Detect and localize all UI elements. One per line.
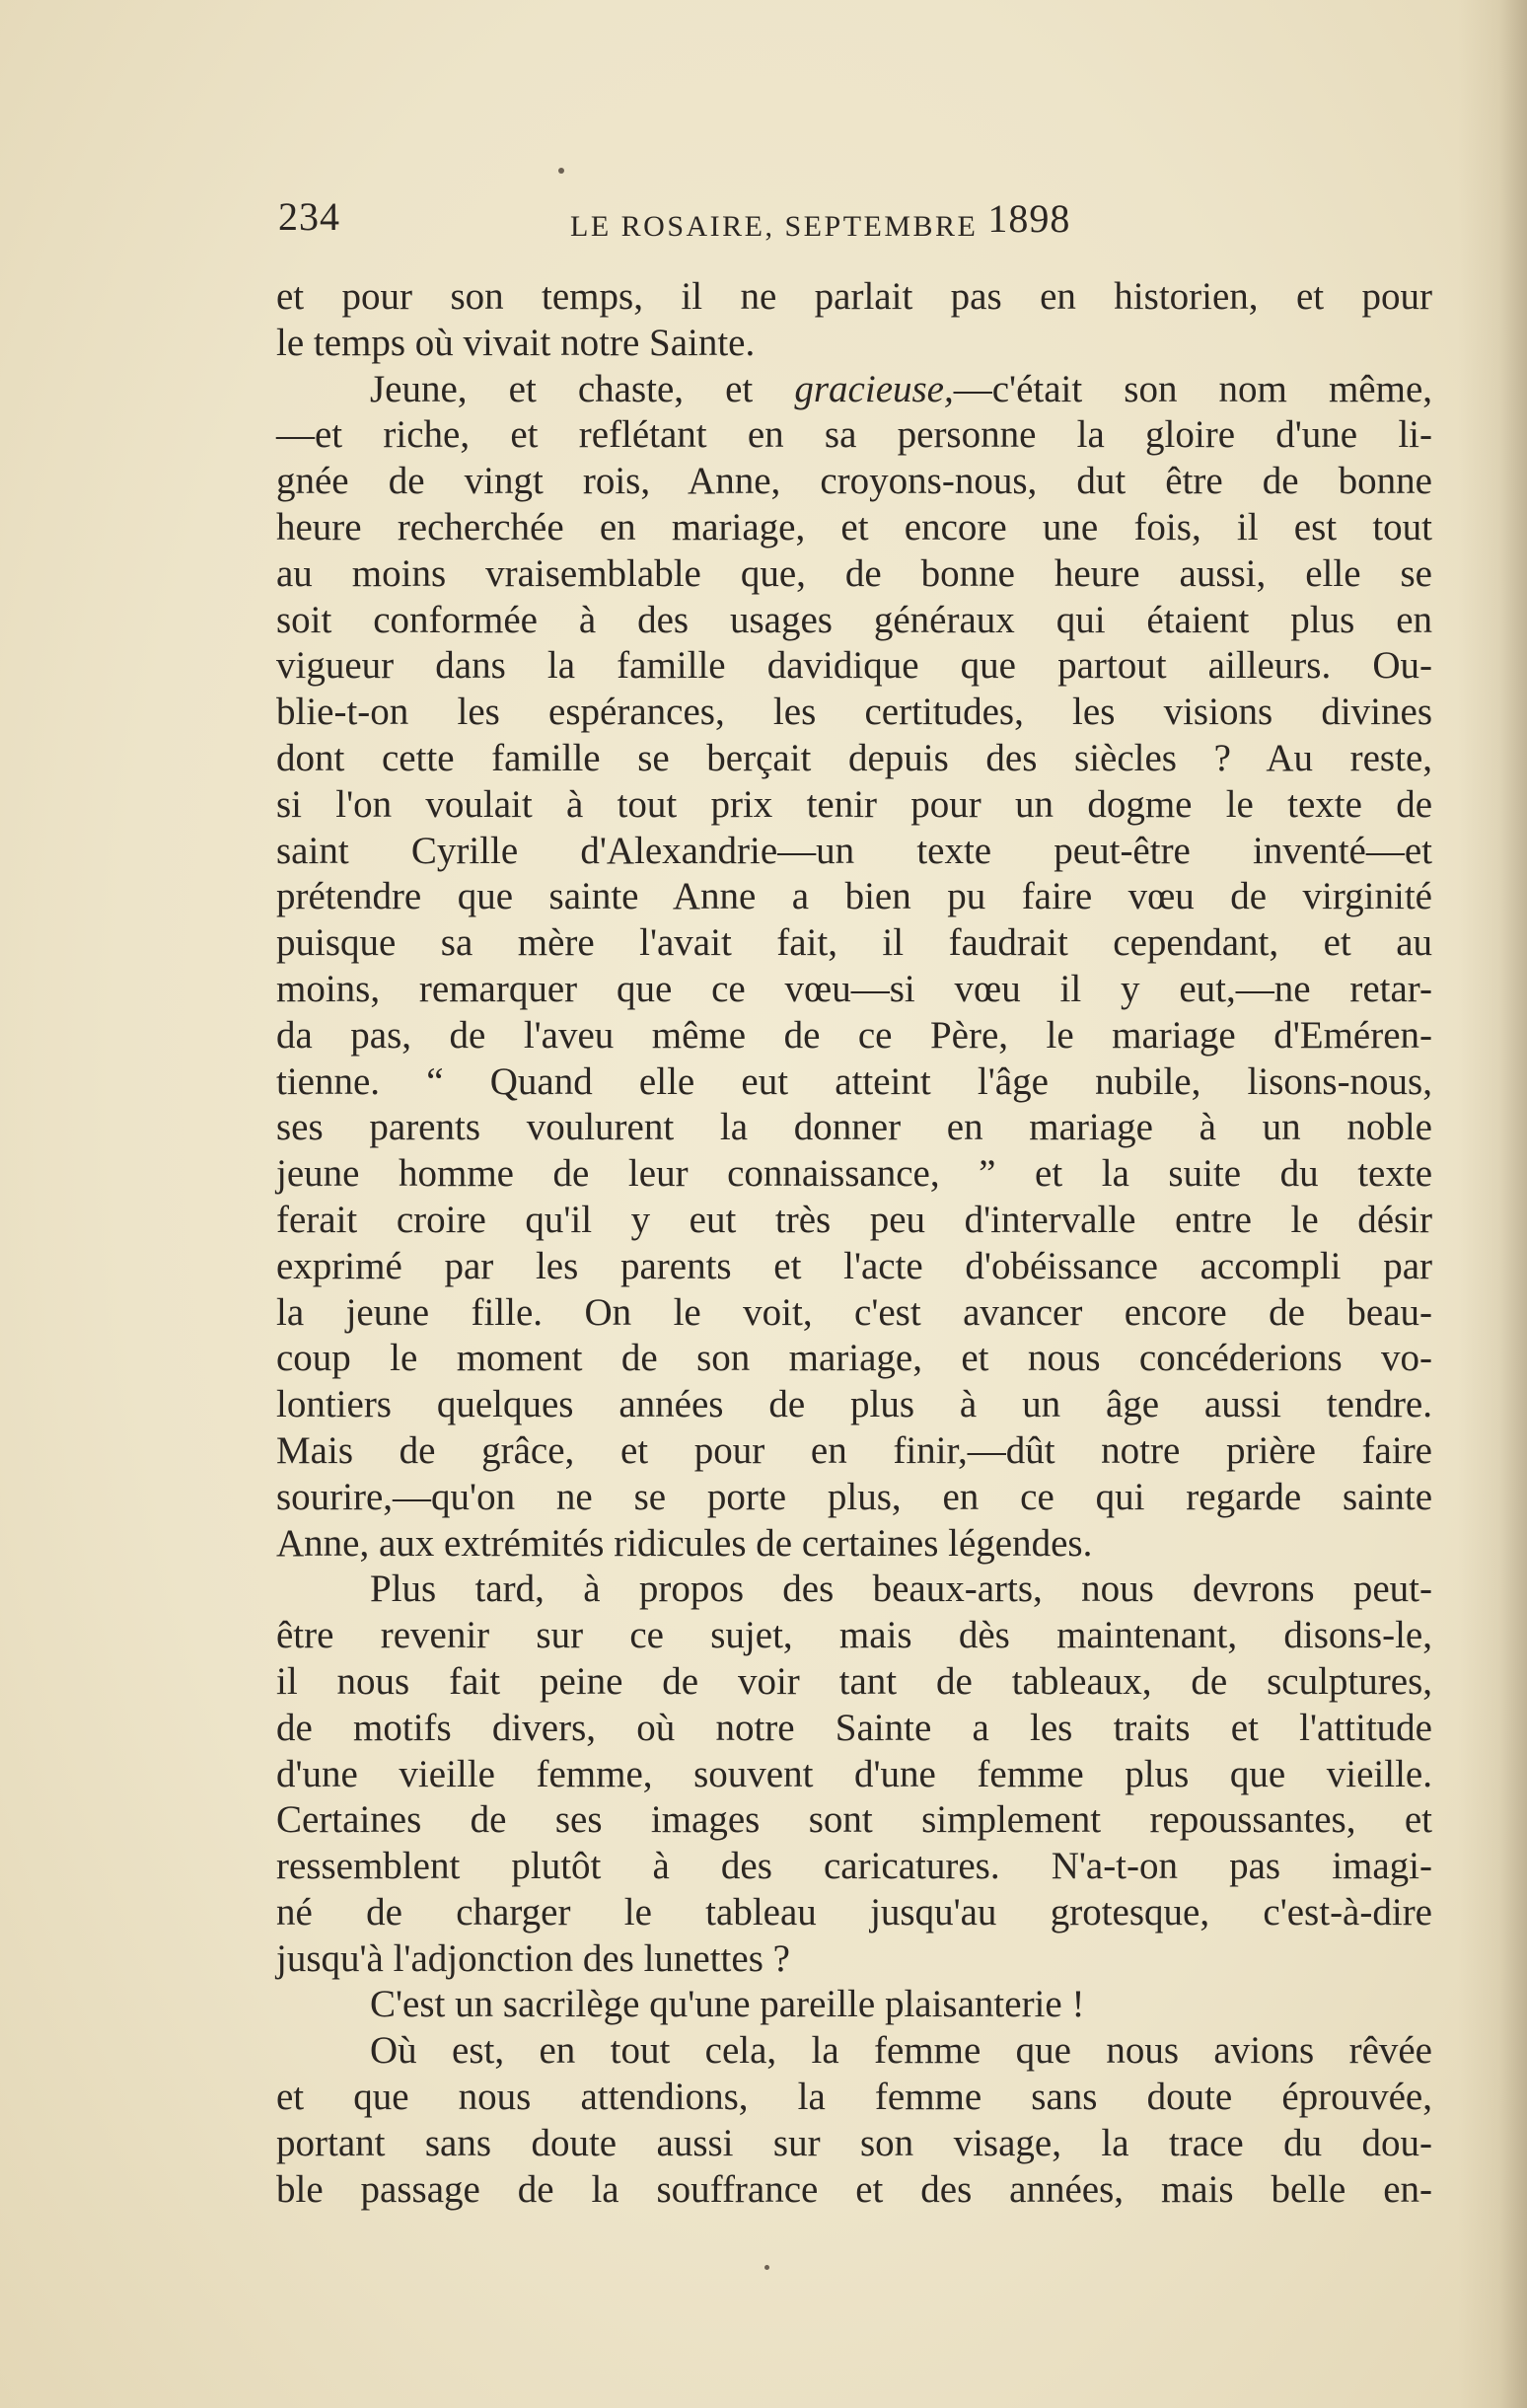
text-line: ressemblent plutôt à des caricatures. N'a-t-on pas imagi-: [276, 1845, 1432, 1888]
text-line: exprimé par les parents et l'acte d'obéissance accompli par: [276, 1244, 1432, 1287]
text-line: Anne, aux extrémités ridicules de certaines légendes.: [276, 1521, 1093, 1565]
text-line: lontiers quelques années de plus à un âge aussi tendre.: [276, 1383, 1432, 1426]
italic-word: gracieuse,: [794, 367, 954, 410]
text-line: gnée de vingt rois, Anne, croyons-nous, dut être de bonne: [276, 460, 1432, 503]
text-line: Où est, en tout cela, la femme que nous avions rêvée: [370, 2029, 1432, 2073]
text-line: et que nous attendions, la femme sans doute éprouvée,: [276, 2076, 1432, 2119]
text-line: Plus tard, à propos des beaux-arts, nous devrons peut-: [370, 1568, 1432, 1611]
text-line: da pas, de l'aveu même de ce Père, le mariage d'Eméren-: [276, 1013, 1432, 1057]
text-fragment: Jeune, et chaste, et: [370, 367, 754, 410]
text-line: sourire,—qu'on ne se porte plus, en ce qui regarde sainte: [276, 1475, 1432, 1518]
text-line: saint Cyrille d'Alexandrie—un texte peut-être inventé—et: [276, 829, 1432, 872]
running-title: [570, 196, 1071, 246]
text-line: portant sans doute aussi sur son visage, la trace du dou-: [276, 2121, 1432, 2164]
text-line: la jeune fille. On le voit, c'est avancer encore de beau-: [276, 1290, 1432, 1334]
text-line: heure recherchée en mariage, et encore une fois, il est tout: [276, 505, 1432, 548]
page-number: 234: [278, 194, 340, 239]
text-line: être revenir sur ce sujet, mais dès maintenant, disons-le,: [276, 1614, 1432, 1657]
text-line: le temps où vivait notre Sainte.: [276, 321, 756, 364]
text-line: jusqu'à l'adjonction des lunettes ?: [276, 1936, 790, 1980]
text-line: au moins vraisemblable que, de bonne heure aussi, elle se: [276, 551, 1432, 595]
page-edge-shadow: [1458, 0, 1527, 2408]
text-line: et pour son temps, il ne parlait pas en historien, et pour: [276, 275, 1432, 318]
text-line: soit conformée à des usages généraux qui étaient plus en: [276, 598, 1432, 641]
text-line: tienne. “ Quand elle eut atteint l'âge nubile, lisons-nous,: [276, 1059, 1432, 1103]
text-line: né de charger le tableau jusqu'au grotesque, c'est-à-dire: [276, 1890, 1432, 1934]
text-line: coup le moment de son mariage, et nous concéderions vo-: [276, 1337, 1432, 1380]
text-line: de motifs divers, où notre Sainte a les traits et l'attitude: [276, 1706, 1432, 1749]
text-line: jeune homme de leur connaissance, ” et la suite du texte: [276, 1152, 1432, 1196]
print-speck: [764, 2265, 769, 2270]
running-title-year: 1898: [987, 196, 1071, 241]
running-title-text: LE ROSAIRE, SEPTEMBRE: [570, 210, 979, 243]
text-line: prétendre que sainte Anne a bien pu faire vœu de virginité: [276, 875, 1432, 918]
text-line: moins, remarquer que ce vœu—si vœu il y eut,—ne retar-: [276, 967, 1432, 1010]
text-line: Mais de grâce, et pour en finir,—dût notre prière faire: [276, 1428, 1432, 1472]
print-speck: [558, 168, 564, 174]
text-line: ferait croire qu'il y eut très peu d'intervalle entre le désir: [276, 1198, 1432, 1241]
text-line: C'est un sacrilège qu'une pareille plaisanterie !: [370, 1983, 1085, 2026]
text-line: vigueur dans la famille davidique que partout ailleurs. Ou-: [276, 644, 1432, 688]
text-line: ble passage de la souffrance et des années, mais belle en-: [276, 2167, 1432, 2211]
text-line: blie-t-on les espérances, les certitudes, les visions divines: [276, 691, 1432, 734]
text-line: dont cette famille se berçait depuis des siècles ? Au reste,: [276, 736, 1432, 779]
text-line: —et riche, et reflétant en sa personne la gloire d'une li-: [276, 413, 1432, 457]
text-line: d'une vieille femme, souvent d'une femme plus que vieille.: [276, 1752, 1432, 1795]
text-line: ses parents voulurent la donner en mariage à un noble: [276, 1106, 1432, 1149]
body-text: [276, 274, 1432, 2213]
text-fragment: —c'était son nom même,: [953, 367, 1433, 410]
text-line: si l'on voulait à tout prix tenir pour un dogme le texte de: [276, 782, 1432, 826]
running-header: [278, 193, 1166, 253]
text-line: [276, 367, 1432, 413]
text-line: puisque sa mère l'avait fait, il faudrait cependant, et au: [276, 921, 1432, 965]
text-line: il nous fait peine de voir tant de tableaux, de sculptures,: [276, 1659, 1432, 1703]
text-line: Certaines de ses images sont simplement repoussantes, et: [276, 1798, 1432, 1842]
